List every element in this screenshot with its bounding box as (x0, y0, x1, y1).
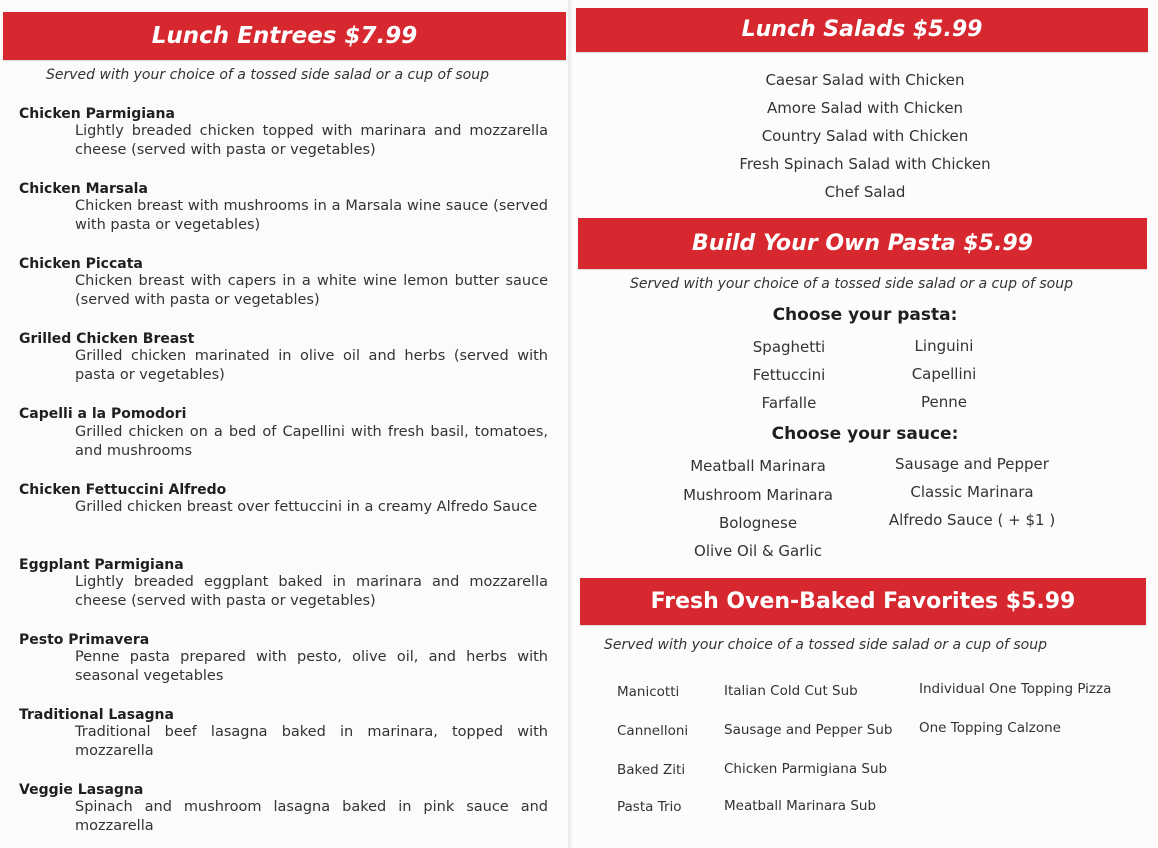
entree-name: Traditional Lasagna (19, 707, 174, 723)
left-menu-page (0, 0, 570, 848)
build-pasta-banner (578, 218, 1147, 269)
favorite-item: Individual One Topping Pizza (919, 681, 1112, 697)
salad-item: Amore Salad with Chicken (766, 99, 964, 117)
build-pasta-title: Build Your Own Pasta $5.99 (692, 231, 1033, 256)
entree-desc: Traditional beef lasagna baked in marinara, topped with mozzarella (75, 724, 548, 759)
lunch-entrees-banner (3, 12, 566, 60)
favorite-item: Manicotti (617, 684, 680, 700)
build-pasta-subtitle: Served with your choice of a tossed side salad or a cup of soup (630, 276, 1074, 292)
entree-desc: Spinach and mushroom lasagna baked in pink sauce and mozzarella (75, 799, 548, 834)
entree-desc: Chicken breast with capers in a white wine lemon butter sauce (served with pasta or vegetables) (75, 273, 548, 308)
pasta-option: Spaghetti (752, 338, 826, 356)
favorite-item: Sausage and Pepper Sub (724, 722, 893, 738)
entree-desc: Penne pasta prepared with pesto, olive oil, and herbs with seasonal vegetables (75, 649, 548, 684)
sauce-option: Alfredo Sauce ( + $1 ) (888, 511, 1056, 529)
pasta-option: Fettuccini (752, 366, 826, 384)
entree-desc: Lightly breaded eggplant baked in marinara and mozzarella cheese (served with pasta or vegetables) (75, 574, 548, 609)
pasta-option: Capellini (911, 365, 977, 383)
favorite-item: Baked Ziti (617, 762, 686, 778)
pasta-heading: Choose your pasta: (772, 305, 958, 325)
entree-desc: Lightly breaded chicken topped with marinara and mozzarella cheese (served with pasta or vegetables) (75, 123, 548, 158)
lunch-salads-banner (576, 8, 1148, 52)
favorite-item: Cannelloni (617, 723, 689, 739)
entree-name: Pesto Primavera (19, 632, 150, 648)
favorites-banner (580, 578, 1146, 625)
entree-name: Chicken Marsala (19, 181, 148, 197)
entree-name: Chicken Piccata (19, 256, 143, 272)
favorite-item: Meatball Marinara Sub (724, 798, 877, 814)
lunch-entrees-title: Lunch Entrees $7.99 (151, 23, 418, 49)
entree-name: Eggplant Parmigiana (19, 557, 184, 573)
entree-name: Veggie Lasagna (19, 782, 144, 798)
sauce-option: Bolognese (718, 514, 798, 532)
favorite-item: Pasta Trio (617, 799, 682, 815)
pasta-option: Penne (921, 393, 967, 411)
pasta-option: Linguini (914, 337, 974, 355)
entree-desc: Chicken breast with mushrooms in a Marsala wine sauce (served with pasta or vegetables) (75, 198, 548, 233)
favorites-title: Fresh Oven-Baked Favorites $5.99 (650, 589, 1076, 614)
sauce-option: Classic Marinara (910, 483, 1034, 501)
favorite-item: Chicken Parmigiana Sub (724, 761, 888, 777)
pasta-option: Farfalle (761, 394, 817, 412)
entree-name: Chicken Parmigiana (19, 106, 175, 122)
salad-item: Chef Salad (824, 183, 906, 201)
salad-item: Fresh Spinach Salad with Chicken (739, 155, 991, 173)
sauce-heading: Choose your sauce: (771, 424, 959, 444)
entree-desc: Grilled chicken on a bed of Capellini with fresh basil, tomatoes, and mushrooms (75, 424, 548, 459)
entree-name: Capelli a la Pomodori (19, 406, 187, 422)
entree-desc: Grilled chicken marinated in olive oil and herbs (served with pasta or vegetables) (75, 348, 548, 383)
salad-item: Country Salad with Chicken (761, 127, 969, 145)
favorite-item: Italian Cold Cut Sub (724, 683, 858, 699)
sauce-option: Sausage and Pepper (895, 455, 1049, 473)
entree-name: Chicken Fettuccini Alfredo (19, 482, 227, 498)
lunch-salads-title: Lunch Salads $5.99 (741, 17, 983, 42)
right-menu-page (572, 0, 1158, 848)
entree-desc: Grilled chicken breast over fettuccini in a creamy Alfredo Sauce (75, 499, 538, 515)
favorite-item: One Topping Calzone (919, 720, 1061, 736)
favorites-subtitle: Served with your choice of a tossed side salad or a cup of soup (604, 637, 1048, 653)
salad-item: Caesar Salad with Chicken (765, 71, 965, 89)
lunch-entrees-subtitle: Served with your choice of a tossed side salad or a cup of soup (46, 67, 490, 83)
sauce-option: Mushroom Marinara (683, 486, 833, 504)
entree-name: Grilled Chicken Breast (19, 331, 195, 347)
sauce-option: Meatball Marinara (690, 457, 826, 475)
sauce-option: Olive Oil & Garlic (694, 542, 822, 560)
